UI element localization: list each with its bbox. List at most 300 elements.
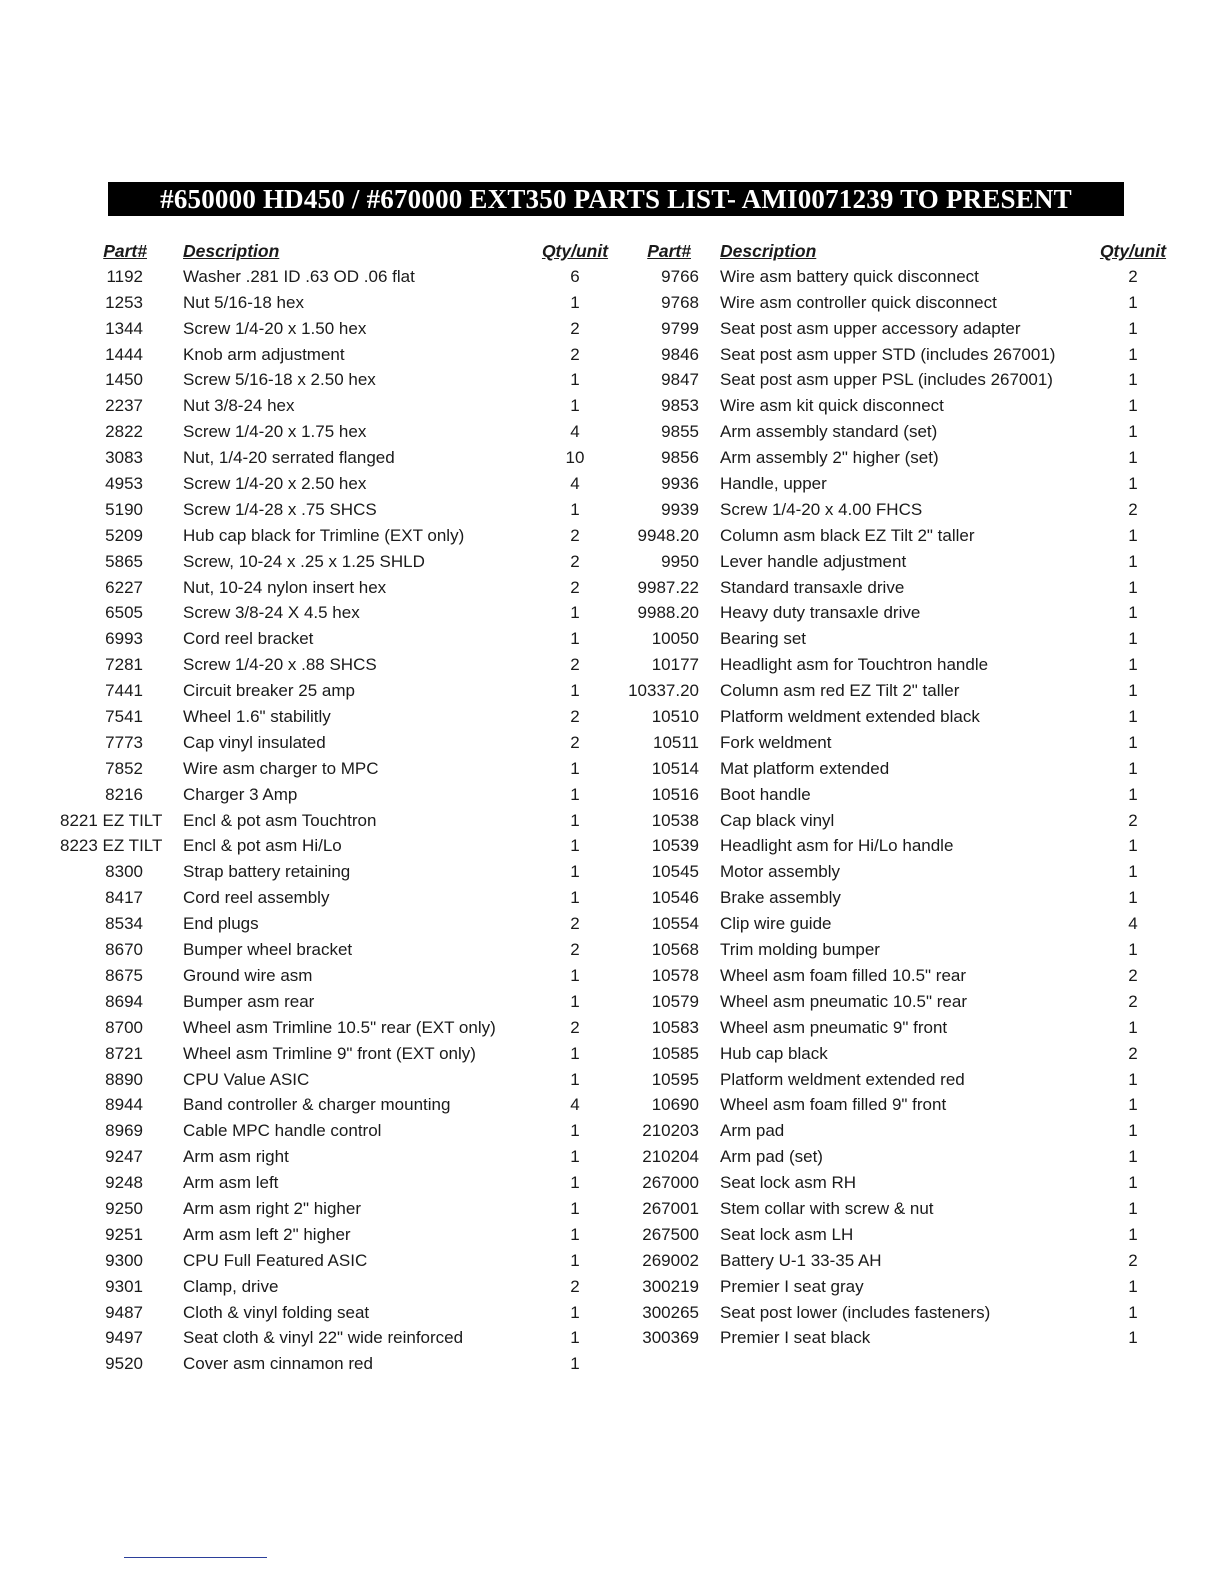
part-description: Arm assembly 2" higher (set): [720, 448, 939, 468]
table-row: [60, 704, 620, 730]
part-number: 8721: [105, 1043, 143, 1063]
table-row: [615, 756, 1175, 782]
part-description: Cable MPC handle control: [183, 1121, 382, 1141]
part-qty: 1: [570, 888, 580, 908]
part-number: 10050: [651, 629, 699, 649]
table-row: [60, 1300, 620, 1326]
part-qty: 1: [1128, 629, 1138, 649]
part-number: 6227: [105, 577, 143, 597]
part-description: Screw 1/4-20 x 4.00 FHCS: [720, 499, 923, 519]
part-qty: 1: [1128, 732, 1138, 752]
part-description: Bearing set: [720, 629, 806, 649]
part-description: End plugs: [183, 914, 259, 934]
part-description: Seat cloth & vinyl 22" wide reinforced: [183, 1328, 464, 1348]
part-qty: 1: [1128, 577, 1138, 597]
table-row: [60, 1118, 620, 1144]
table-row: [615, 549, 1175, 575]
part-description: Circuit breaker 25 amp: [183, 681, 355, 701]
part-number: 10539: [651, 836, 699, 856]
part-qty: 2: [1128, 1043, 1138, 1063]
table-row: [60, 730, 620, 756]
table-row: [60, 1092, 620, 1118]
table-row: [615, 367, 1175, 393]
table-row: [615, 1092, 1175, 1118]
part-description: Cord reel assembly: [183, 888, 330, 908]
part-description: Trim molding bumper: [720, 940, 880, 960]
part-qty: 1: [1128, 422, 1138, 442]
part-qty: 2: [570, 318, 580, 338]
table-row: [60, 575, 620, 601]
table-row: [615, 885, 1175, 911]
part-qty: 1: [570, 1173, 580, 1193]
table-row: [60, 1351, 620, 1377]
table-row: [60, 264, 620, 290]
part-qty: 1: [1128, 292, 1138, 312]
part-description: Hub cap black for Trimline (EXT only): [183, 525, 465, 545]
table-row: [60, 342, 620, 368]
part-description: Nut 5/16-18 hex: [183, 292, 304, 312]
part-number: 9247: [105, 1147, 143, 1167]
table-row: [60, 885, 620, 911]
part-qty: 1: [570, 1328, 580, 1348]
part-number: 5209: [105, 525, 143, 545]
part-description: Heavy duty transaxle drive: [720, 603, 921, 623]
part-number: 8969: [105, 1121, 143, 1141]
table-row: [60, 911, 620, 937]
part-description: Wire asm battery quick disconnect: [720, 266, 979, 286]
part-description: Hub cap black: [720, 1043, 828, 1063]
table-row: [615, 833, 1175, 859]
part-qty: 2: [570, 655, 580, 675]
table-row: [615, 1222, 1175, 1248]
part-qty: 2: [570, 577, 580, 597]
part-number: 10568: [651, 940, 699, 960]
table-row: [615, 1170, 1175, 1196]
table-row: [60, 859, 620, 885]
table-row: [615, 1015, 1175, 1041]
table-row: [615, 782, 1175, 808]
part-number: 9766: [661, 266, 699, 286]
part-number: 4953: [105, 474, 143, 494]
part-number: 9939: [661, 499, 699, 519]
part-qty: 1: [570, 758, 580, 778]
part-number: 10177: [651, 655, 699, 675]
part-number: 8417: [105, 888, 143, 908]
part-description: Cloth & vinyl folding seat: [183, 1302, 370, 1322]
table-row: [615, 963, 1175, 989]
parts-table-left: [60, 238, 620, 1377]
table-row: [615, 497, 1175, 523]
part-description: Premier I seat black: [720, 1328, 871, 1348]
part-qty: 2: [570, 525, 580, 545]
part-number: 10690: [651, 1095, 699, 1115]
part-description: Wheel asm Trimline 9" front (EXT only): [183, 1043, 476, 1063]
table-row: [615, 393, 1175, 419]
part-qty: 1: [570, 862, 580, 882]
part-description: Arm asm right: [183, 1147, 289, 1167]
part-number: 10579: [651, 991, 699, 1011]
part-qty: 1: [1128, 1095, 1138, 1115]
part-number: 9987.22: [637, 577, 699, 597]
part-description: Ground wire asm: [183, 965, 313, 985]
table-row: [615, 808, 1175, 834]
part-description: Wire asm charger to MPC: [183, 758, 379, 778]
part-number: 8534: [105, 914, 143, 934]
part-description: Nut, 1/4-20 serrated flanged: [183, 448, 395, 468]
part-qty: 4: [570, 422, 580, 442]
part-description: Charger 3 Amp: [183, 784, 298, 804]
part-number: 3083: [105, 448, 143, 468]
part-description: Seat lock asm LH: [720, 1224, 854, 1244]
part-qty: 1: [1128, 318, 1138, 338]
part-description: Strap battery retaining: [183, 862, 351, 882]
table-row: [60, 937, 620, 963]
table-row: [615, 730, 1175, 756]
table-row: [615, 989, 1175, 1015]
part-number: 300369: [642, 1328, 699, 1348]
part-number: 1192: [106, 266, 143, 286]
part-description: Fork weldment: [720, 732, 832, 752]
part-number: 9855: [661, 422, 699, 442]
table-row: [615, 264, 1175, 290]
part-qty: 1: [1128, 1302, 1138, 1322]
part-description: Bumper asm rear: [183, 991, 315, 1011]
part-number: 267500: [642, 1224, 699, 1244]
table-row: [615, 575, 1175, 601]
part-qty: 2: [570, 344, 580, 364]
part-qty: 2: [570, 732, 580, 752]
part-qty: 2: [1128, 266, 1138, 286]
table-row: [615, 1118, 1175, 1144]
part-qty: 6: [570, 266, 580, 286]
part-description: Premier I seat gray: [720, 1276, 864, 1296]
part-number: 8700: [105, 1017, 143, 1037]
part-description: Arm assembly standard (set): [720, 422, 938, 442]
part-qty: 2: [570, 1017, 580, 1037]
part-qty: 4: [570, 474, 580, 494]
part-number: 9988.20: [637, 603, 699, 623]
part-number: 9251: [105, 1224, 143, 1244]
table-header: [615, 238, 1175, 264]
table-row: [615, 1300, 1175, 1326]
part-number: 10578: [651, 965, 699, 985]
part-qty: 2: [1128, 965, 1138, 985]
part-description: Seat lock asm RH: [720, 1173, 857, 1193]
part-qty: 1: [1128, 551, 1138, 571]
table-row: [60, 652, 620, 678]
table-row: [60, 989, 620, 1015]
part-qty: 1: [1128, 862, 1138, 882]
part-description: Screw 1/4-20 x .88 SHCS: [183, 655, 377, 675]
part-number: 2822: [105, 422, 143, 442]
part-description: Cap vinyl insulated: [183, 732, 326, 752]
parts-table-right: [615, 238, 1175, 1351]
part-description: Arm pad: [720, 1121, 785, 1141]
part-number: 8675: [105, 965, 143, 985]
table-header: [60, 238, 620, 264]
part-qty: 1: [1128, 1069, 1138, 1089]
part-number: 10511: [652, 732, 699, 752]
part-number: 10595: [651, 1069, 699, 1089]
part-description: Wheel asm foam filled 10.5" rear: [720, 965, 967, 985]
part-description: Clip wire guide: [720, 914, 832, 934]
table-row: [60, 549, 620, 575]
part-description: Band controller & charger mounting: [183, 1095, 451, 1115]
table-row: [60, 678, 620, 704]
table-row: [60, 1248, 620, 1274]
part-number: 8890: [105, 1069, 143, 1089]
table-row: [60, 808, 620, 834]
footnote-rule: [124, 1557, 267, 1558]
part-number: 269002: [642, 1250, 699, 1270]
part-qty: 2: [1128, 499, 1138, 519]
part-number: 8694: [105, 991, 143, 1011]
part-number: 7773: [105, 732, 143, 752]
part-description: Washer .281 ID .63 OD .06 flat: [183, 266, 415, 286]
part-description: Seat post asm upper accessory adapter: [720, 318, 1021, 338]
table-row: [60, 316, 620, 342]
part-description: Headlight asm for Hi/Lo handle: [720, 836, 954, 856]
part-qty: 1: [1128, 784, 1138, 804]
part-qty: 1: [570, 1121, 580, 1141]
part-qty: 1: [1128, 448, 1138, 468]
part-number: 10554: [651, 914, 699, 934]
part-number: 6993: [105, 629, 143, 649]
part-qty: 1: [570, 499, 580, 519]
part-description: Encl & pot asm Touchtron: [183, 810, 377, 830]
part-description: Screw 1/4-20 x 1.50 hex: [183, 318, 367, 338]
part-description: Seat post lower (includes fasteners): [720, 1302, 991, 1322]
part-description: Standard transaxle drive: [720, 577, 905, 597]
part-qty: 1: [1128, 1121, 1138, 1141]
part-qty: 1: [1128, 344, 1138, 364]
table-row: [615, 937, 1175, 963]
table-row: [615, 1067, 1175, 1093]
table-row: [60, 626, 620, 652]
part-description: CPU Value ASIC: [183, 1069, 310, 1089]
table-row: [60, 1222, 620, 1248]
part-qty: 1: [1128, 758, 1138, 778]
table-row: [615, 445, 1175, 471]
part-number: 10516: [651, 784, 699, 804]
part-description: Headlight asm for Touchtron handle: [720, 655, 989, 675]
table-row: [615, 471, 1175, 497]
part-number: 10337.20: [628, 681, 699, 701]
part-description: Stem collar with screw & nut: [720, 1198, 934, 1218]
header-part: Part#: [647, 241, 691, 261]
part-number: 1253: [105, 292, 143, 312]
table-row: [615, 290, 1175, 316]
table-row: [615, 1041, 1175, 1067]
table-row: [60, 1325, 620, 1351]
part-number: 1444: [105, 344, 143, 364]
part-qty: 1: [1128, 396, 1138, 416]
part-number: 9847: [661, 370, 699, 390]
part-qty: 1: [570, 965, 580, 985]
part-number: 300265: [642, 1302, 699, 1322]
table-body: [60, 264, 620, 1377]
part-number: 10546: [651, 888, 699, 908]
part-number: 8670: [105, 940, 143, 960]
table-row: [60, 600, 620, 626]
part-number: 8223 EZ TILT: [60, 836, 163, 856]
part-number: 9248: [105, 1173, 143, 1193]
table-row: [60, 497, 620, 523]
part-description: Screw 1/4-20 x 1.75 hex: [183, 422, 367, 442]
part-qty: 1: [570, 681, 580, 701]
table-row: [60, 1041, 620, 1067]
table-row: [615, 600, 1175, 626]
part-description: Cord reel bracket: [183, 629, 314, 649]
table-row: [60, 1170, 620, 1196]
part-qty: 4: [570, 1095, 580, 1115]
header-description: Description: [720, 241, 817, 261]
part-qty: 1: [1128, 370, 1138, 390]
table-row: [615, 911, 1175, 937]
part-number: 210203: [642, 1121, 699, 1141]
part-number: 9768: [661, 292, 699, 312]
part-qty: 1: [570, 1198, 580, 1218]
part-qty: 1: [1128, 940, 1138, 960]
part-qty: 1: [1128, 836, 1138, 856]
part-description: Column asm red EZ Tilt 2" taller: [720, 681, 960, 701]
table-row: [60, 393, 620, 419]
part-qty: 2: [570, 1276, 580, 1296]
part-description: Seat post asm upper STD (includes 267001): [720, 344, 1056, 364]
table-row: [60, 445, 620, 471]
part-description: Clamp, drive: [183, 1276, 279, 1296]
part-qty: 1: [570, 1224, 580, 1244]
part-qty: 1: [570, 991, 580, 1011]
part-qty: 2: [1128, 1250, 1138, 1270]
table-row: [60, 419, 620, 445]
part-number: 210204: [642, 1147, 699, 1167]
part-number: 267000: [642, 1173, 699, 1193]
table-row: [615, 678, 1175, 704]
part-number: 9950: [661, 551, 699, 571]
part-qty: 2: [570, 707, 580, 727]
table-row: [60, 1274, 620, 1300]
part-number: 8300: [105, 862, 143, 882]
table-row: [60, 782, 620, 808]
part-qty: 1: [1128, 1198, 1138, 1218]
part-number: 2237: [105, 396, 143, 416]
part-qty: 1: [570, 810, 580, 830]
part-qty: 4: [1128, 914, 1138, 934]
part-number: 10583: [651, 1017, 699, 1037]
part-description: Encl & pot asm Hi/Lo: [183, 836, 342, 856]
part-description: Cover asm cinnamon red: [183, 1354, 373, 1374]
table-row: [615, 523, 1175, 549]
part-qty: 1: [1128, 474, 1138, 494]
part-number: 8944: [105, 1095, 143, 1115]
part-description: Screw, 10-24 x .25 x 1.25 SHLD: [183, 551, 425, 571]
part-description: Wheel asm foam filled 9" front: [720, 1095, 947, 1115]
part-number: 9936: [661, 474, 699, 494]
table-row: [615, 859, 1175, 885]
part-qty: 2: [1128, 991, 1138, 1011]
part-description: Wire asm controller quick disconnect: [720, 292, 997, 312]
table-row: [60, 1196, 620, 1222]
table-row: [60, 1144, 620, 1170]
table-row: [615, 1248, 1175, 1274]
table-body: [615, 264, 1175, 1351]
part-description: Arm asm right 2" higher: [183, 1198, 361, 1218]
part-number: 9520: [105, 1354, 143, 1374]
part-qty: 1: [1128, 525, 1138, 545]
part-qty: 2: [570, 940, 580, 960]
part-number: 7441: [105, 681, 143, 701]
part-number: 9300: [105, 1250, 143, 1270]
header-qty: Qty/unit: [1099, 241, 1167, 261]
part-number: 8221 EZ TILT: [60, 810, 163, 830]
table-row: [615, 1144, 1175, 1170]
part-qty: 2: [1128, 810, 1138, 830]
table-row: [60, 471, 620, 497]
part-number: 5865: [105, 551, 143, 571]
part-description: Wire asm kit quick disconnect: [720, 396, 944, 416]
page-title: #650000 HD450 / #670000 EXT350 PARTS LIST- AMI0071239 TO PRESENT: [108, 182, 1124, 216]
part-qty: 1: [570, 1147, 580, 1167]
part-qty: 2: [570, 551, 580, 571]
part-qty: 1: [1128, 1276, 1138, 1296]
part-qty: 2: [570, 914, 580, 934]
table-row: [60, 290, 620, 316]
part-qty: 10: [565, 448, 585, 468]
table-row: [60, 1067, 620, 1093]
part-description: Wheel asm pneumatic 9" front: [720, 1017, 948, 1037]
part-number: 9948.20: [637, 525, 699, 545]
table-row: [615, 1196, 1175, 1222]
part-qty: 1: [1128, 681, 1138, 701]
part-description: Nut, 10-24 nylon insert hex: [183, 577, 387, 597]
part-description: Lever handle adjustment: [720, 551, 907, 571]
part-description: Arm asm left: [183, 1173, 279, 1193]
part-qty: 1: [1128, 1017, 1138, 1037]
table-row: [60, 367, 620, 393]
part-description: Column asm black EZ Tilt 2" taller: [720, 525, 975, 545]
part-description: Handle, upper: [720, 474, 827, 494]
part-qty: 1: [570, 1043, 580, 1063]
part-qty: 1: [570, 629, 580, 649]
part-description: Screw 1/4-20 x 2.50 hex: [183, 474, 367, 494]
part-qty: 1: [1128, 707, 1138, 727]
table-row: [60, 523, 620, 549]
part-description: Wheel asm pneumatic 10.5" rear: [720, 991, 967, 1011]
part-description: CPU Full Featured ASIC: [183, 1250, 368, 1270]
header-qty: Qty/unit: [541, 241, 609, 261]
part-number: 7281: [105, 655, 143, 675]
part-number: 7852: [105, 758, 143, 778]
part-number: 8216: [105, 784, 143, 804]
table-row: [615, 342, 1175, 368]
table-row: [60, 756, 620, 782]
part-number: 267001: [642, 1198, 699, 1218]
table-row: [615, 626, 1175, 652]
part-number: 9250: [105, 1198, 143, 1218]
part-qty: 1: [1128, 888, 1138, 908]
part-qty: 1: [1128, 1328, 1138, 1348]
header-description: Description: [183, 241, 280, 261]
part-number: 10545: [651, 862, 699, 882]
part-number: 9856: [661, 448, 699, 468]
table-row: [60, 963, 620, 989]
part-number: 9301: [105, 1276, 143, 1296]
part-number: 9853: [661, 396, 699, 416]
part-description: Boot handle: [720, 784, 811, 804]
part-number: 9799: [661, 318, 699, 338]
table-row: [615, 652, 1175, 678]
